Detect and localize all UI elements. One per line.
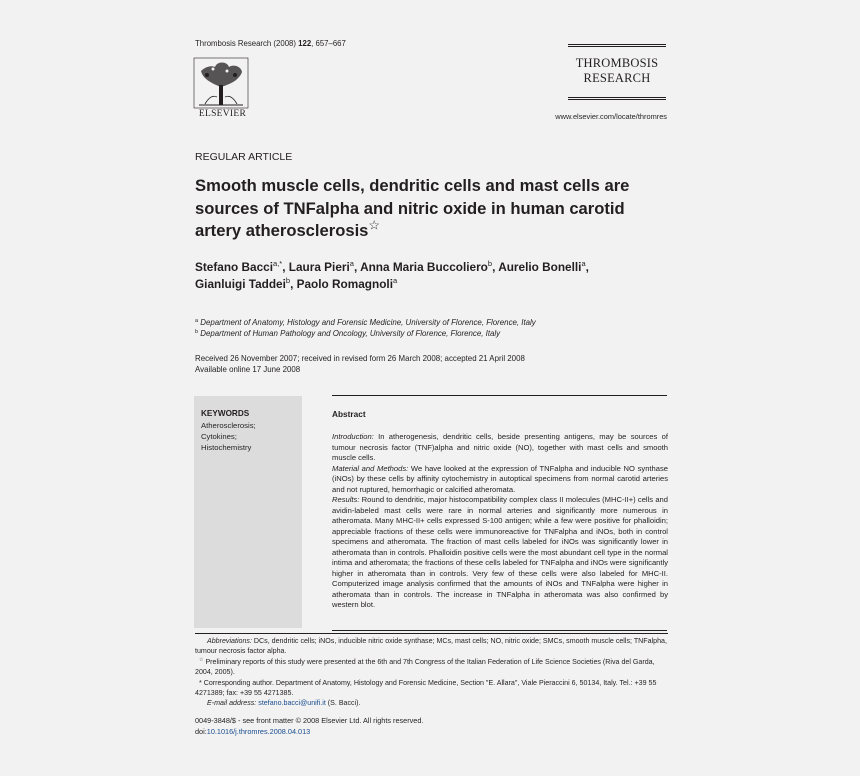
author-affiliation-mark[interactable]: a bbox=[392, 275, 398, 285]
author-list bbox=[195, 259, 675, 292]
author-name: Stefano Bacci bbox=[195, 260, 274, 274]
abstract-section-label: Material and Methods: bbox=[332, 463, 409, 473]
journal-citation-prefix: Thrombosis Research (2008) bbox=[195, 39, 296, 48]
keywords-list bbox=[201, 420, 256, 453]
title-footnote-mark[interactable]: ☆ bbox=[368, 217, 381, 233]
footnote-preliminary bbox=[195, 657, 668, 677]
doi-label: doi: bbox=[195, 726, 207, 736]
publisher-logo-label: ELSEVIER bbox=[198, 109, 247, 119]
corresponding-text: Corresponding author. Department of Anatomy, Histology and Forensic Medicine, Section "E. Allara", Viale Pieraccini 6, 50134, Italy. Tel.: +39 55 4271389; fax: +39 55 4271385. bbox=[195, 679, 657, 698]
author-affiliation-mark[interactable]: b bbox=[285, 275, 291, 285]
abstract-heading: Abstract bbox=[332, 409, 366, 419]
keyword-item: Atherosclerosis; bbox=[201, 421, 256, 430]
author-affiliation-mark[interactable]: a bbox=[581, 259, 586, 268]
affiliation-mark: b bbox=[195, 329, 199, 335]
available-online-date: Available online 17 June 2008 bbox=[195, 365, 301, 375]
abstract-top-rule bbox=[332, 395, 667, 396]
email-label: E-mail address: bbox=[207, 699, 257, 707]
author-affiliation-mark[interactable]: a,* bbox=[273, 259, 283, 268]
footnote-mark: ☆ bbox=[199, 657, 204, 663]
journal-name-line2: RESEARCH bbox=[583, 71, 651, 85]
article-dates bbox=[195, 353, 665, 376]
abstract-section-label: Introduction: bbox=[332, 432, 374, 441]
affiliation-mark: a bbox=[195, 318, 199, 324]
author-name: Anna Maria Buccoliero bbox=[360, 260, 488, 274]
author-name: Gianluigi Taddei bbox=[195, 276, 286, 291]
journal-citation bbox=[195, 39, 346, 48]
abbreviations-text: DCs, dendritic cells; iNOs, inducible nitric oxide synthase; MCs, mast cells; NO, nitric oxide; SMCs, smooth muscle cells; TNFalpha, tumour necrosis factor alpha. bbox=[195, 637, 667, 656]
footnote-corresponding bbox=[195, 678, 668, 698]
article-title bbox=[195, 175, 675, 243]
affiliation-text: Department of Human Pathology and Oncology, University of Florence, Florence, Italy bbox=[200, 329, 501, 338]
abstract-section-text: We have looked at the expression of TNFalpha and inducible NO synthase (iNOs) by these cells by affinity cytochemistry in autoptical specimens from normal carotid arteries and not ruptured, hemorrhagic or calcified atheromata. bbox=[332, 463, 668, 494]
abstract-results bbox=[332, 495, 668, 611]
email-link[interactable]: stefano.bacci@unifi.it bbox=[258, 699, 326, 707]
author-name: Aurelio Bonelli bbox=[498, 260, 582, 274]
journal-name-box bbox=[568, 44, 666, 100]
footnote-abbreviations bbox=[195, 636, 668, 656]
doi-link[interactable]: 10.1016/j.thromres.2008.04.013 bbox=[206, 726, 311, 736]
affiliation-text: Department of Anatomy, Histology and Forensic Medicine, University of Florence, Florence, Italy bbox=[200, 318, 536, 327]
author-separator: , bbox=[585, 260, 589, 274]
footnote-rule bbox=[195, 633, 668, 634]
abstract-bottom-rule bbox=[332, 630, 667, 631]
affiliation-b bbox=[195, 329, 665, 340]
abstract-introduction bbox=[332, 432, 668, 464]
abstract-section-text: Round to dendritic, major histocompatibility complex class II molecules (MHC-II+) cells and avidin-labeled mast cells were rare in normal arteries and significantly more numerous in atheromata. Many MHC-II+ cells expressed S-100 antigen; while a few were positive for phalloidin; appreciable fractions of these cells were immunoreactive for TNFalpha and iNOs, both in control specimens and atheromata. The fraction of mast cells labeled for iNOs was significantly lower in atheromata than in controls. Phalloidin positive cells were the most abundant cell type in the normal intima and atheromata; the fractions of these cells labeled for TNFalpha and iNOs were significantly higher in atheromata than in controls. Very few of these cells were also labeled for MHC-II. Computerized image analysis confirmed that the amounts of iNOs and TNFalpha were higher in atheromata than in controls. The increase in TNFalpha in atheromata was also confirmed by western blot. bbox=[332, 495, 668, 609]
footnote-email bbox=[195, 698, 668, 708]
author-name: Paolo Romagnoli bbox=[296, 276, 393, 291]
footnote-mark: * bbox=[199, 679, 202, 687]
abstract-body bbox=[332, 432, 668, 611]
received-dates: Received 26 November 2007; received in revised form 26 March 2008; accepted 21 April 2008 bbox=[195, 354, 525, 363]
article-title-text: Smooth muscle cells, dendritic cells and mast cells are sources of TNFalpha and nitric oxide in human carotid artery atherosclerosis bbox=[195, 176, 630, 240]
keyword-item: Histochemistry bbox=[201, 443, 252, 452]
preliminary-text: Preliminary reports of this study were presented at the 6th and 7th Congress of the Italian Federation of Life Science Societies (Riva del Garda, 2004, 2005). bbox=[195, 658, 655, 677]
journal-url[interactable]: www.elsevier.com/locate/thromres bbox=[555, 112, 667, 121]
journal-pages: , 657–667 bbox=[311, 39, 346, 48]
author-separator: , bbox=[290, 276, 297, 291]
abstract-section-label: Results: bbox=[332, 495, 360, 504]
abstract-section-text: In atherogenesis, dendritic cells, beside presenting antigens, may be sources of tumour necrosis factor (TNF)alpha and nitric oxide (NO), together with mast cells and smooth muscle cells. bbox=[332, 432, 668, 462]
keyword-item: Cytokines; bbox=[201, 432, 237, 441]
author-separator: , bbox=[282, 260, 289, 274]
copyright-block bbox=[195, 716, 423, 737]
affiliation-a bbox=[195, 318, 665, 329]
abstract-methods bbox=[332, 464, 668, 496]
author-affiliation-mark[interactable]: a bbox=[349, 259, 354, 268]
abbreviations-label: Abbreviations: bbox=[207, 637, 252, 645]
copyright-line: 0049-3848/$ - see front matter © 2008 Elsevier Ltd. All rights reserved. bbox=[195, 716, 424, 725]
doi-line bbox=[195, 727, 423, 738]
author-separator: , bbox=[353, 260, 361, 274]
email-suffix: (S. Bacci). bbox=[325, 699, 361, 707]
journal-name-line1: THROMBOSIS bbox=[575, 56, 659, 70]
author-affiliation-mark[interactable]: b bbox=[487, 259, 493, 268]
article-type: REGULAR ARTICLE bbox=[195, 151, 293, 163]
keywords-heading: KEYWORDS bbox=[201, 409, 250, 418]
author-separator: , bbox=[492, 260, 499, 274]
author-name: Laura Pieri bbox=[288, 260, 350, 274]
journal-volume: 122 bbox=[298, 39, 312, 48]
